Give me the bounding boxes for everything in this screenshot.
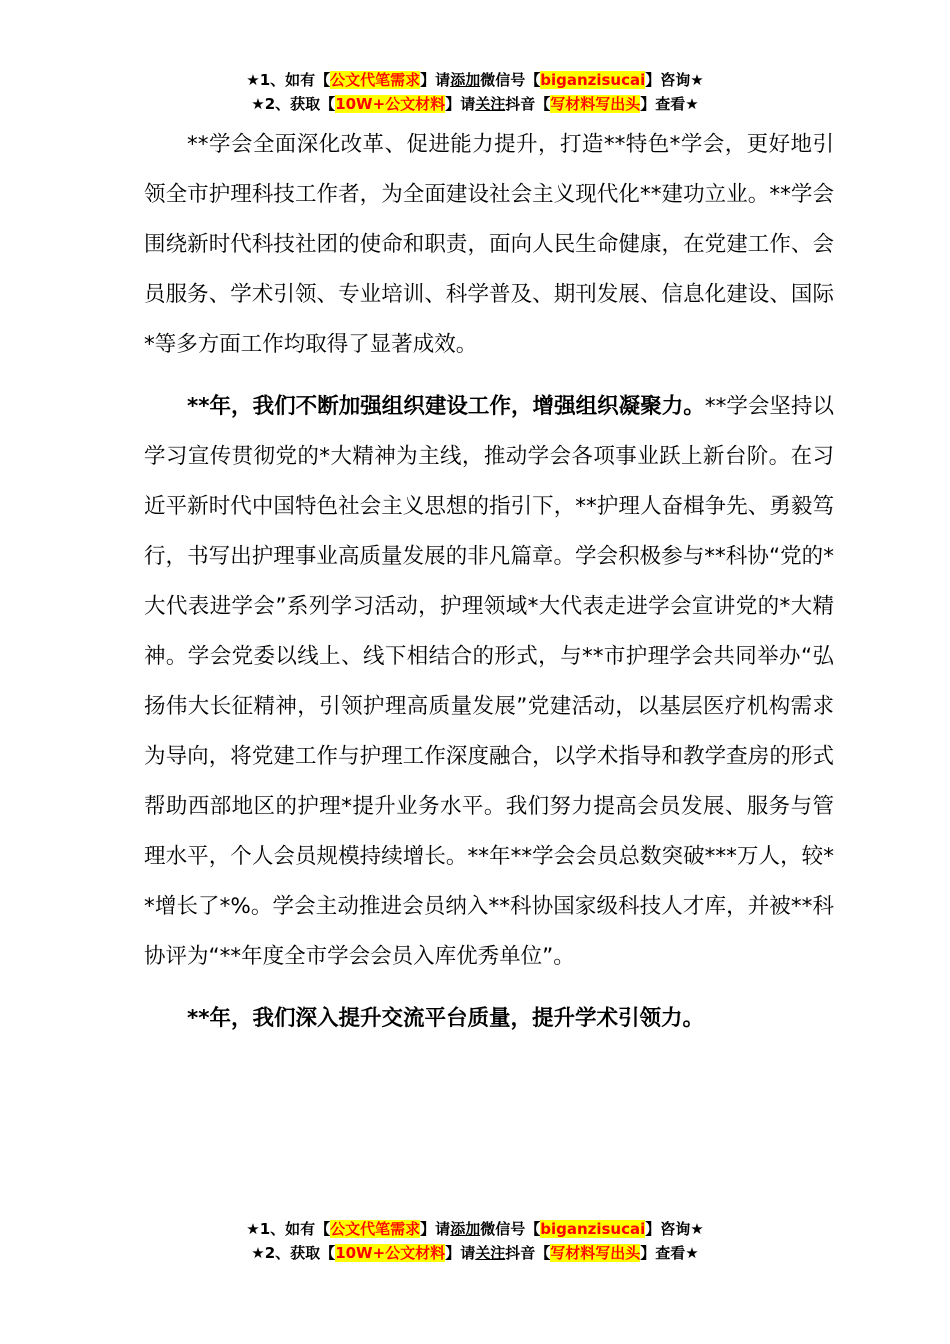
banner-text: 】请 <box>445 1244 476 1262</box>
highlight-douyin-id: 写材料写出头 <box>550 95 641 113</box>
banner-line-1 <box>0 1217 950 1241</box>
highlight-materials: 10W+公文材料 <box>335 1244 446 1262</box>
underlined-word: 添加 <box>450 1220 481 1238</box>
banner-text: ★1、如有【 <box>246 71 331 89</box>
banner-text: ★2、获取【 <box>251 1244 336 1262</box>
banner-line-2 <box>0 92 950 116</box>
banner-text: 】咨询★ <box>645 71 704 89</box>
banner-text: 】查看★ <box>640 1244 699 1262</box>
footer-banner <box>0 1217 950 1265</box>
banner-text: 抖音【 <box>505 1244 551 1262</box>
banner-text: ★2、获取【 <box>251 95 336 113</box>
underlined-word: 关注 <box>475 95 506 113</box>
banner-text: 】查看★ <box>640 95 699 113</box>
paragraph-lead: **年，我们深入提升交流平台质量，提升学术引领力。 <box>187 1006 704 1031</box>
paragraph-lead: **年，我们不断加强组织建设工作，增强组织凝聚力。 <box>187 394 705 419</box>
banner-text: 微信号【 <box>480 71 541 89</box>
underlined-word: 关注 <box>475 1244 506 1262</box>
paragraph-organization <box>144 382 834 982</box>
highlight-wechat-id: biganzisucai <box>540 1220 646 1238</box>
highlight-service: 公文代笔需求 <box>330 71 421 89</box>
banner-line-2 <box>0 1241 950 1265</box>
paragraph-intro: **学会全面深化改革、促进能力提升，打造**特色*学会，更好地引领全市护理科技工作者，为全面建设社会主义现代化**建功立业。**学会围绕新时代科技社团的使命和职责，面向人民生命健康，在党建工作、会员服务、学术引领、专业培训、科学普及、期刊发展、信息化建设、国际*等多方面工作均取得了显著成效。 <box>144 132 834 357</box>
paragraph-academic <box>144 994 834 1044</box>
banner-line-1 <box>0 68 950 92</box>
paragraph-text: **学会坚持以学习宣传贯彻党的*大精神为主线，推动学会各项事业跃上新台阶。在习近平新时代中国特色社会主义思想的指引下，**护理人奋楫争先、勇毅笃行，书写出护理事业高质量发展的非凡篇章。学会积极参与**科协“党的*大代表进学会”系列学习活动，护理领域*大代表走进学会宣讲党的*大精神。学会党委以线上、线下相结合的形式，与**市护理学会共同举办“弘扬伟大长征精神，引领护理高质量发展”党建活动，以基层医疗机构需求为导向，将党建工作与护理工作深度融合，以学术指导和教学查房的形式帮助西部地区的护理*提升业务水平。我们努力提高会员发展、服务与管理水平，个人会员规模持续增长。**年**学会会员总数突破***万人，较**增长了*%。学会主动推进会员纳入**科协国家级科技人才库，并被**科协评为“**年度全市学会会员入库优秀单位”。 <box>144 394 834 969</box>
highlight-materials: 10W+公文材料 <box>335 95 446 113</box>
highlight-wechat-id: biganzisucai <box>540 71 646 89</box>
header-banner <box>0 68 950 116</box>
highlight-douyin-id: 写材料写出头 <box>550 1244 641 1262</box>
banner-text: 抖音【 <box>505 95 551 113</box>
banner-text: ★1、如有【 <box>246 1220 331 1238</box>
banner-text: 】请 <box>445 95 476 113</box>
document-body <box>144 120 834 1044</box>
highlight-service: 公文代笔需求 <box>330 1220 421 1238</box>
banner-text: 微信号【 <box>480 1220 541 1238</box>
underlined-word: 添加 <box>450 71 481 89</box>
banner-text: 】咨询★ <box>645 1220 704 1238</box>
banner-text: 】请 <box>420 1220 451 1238</box>
banner-text: 】请 <box>420 71 451 89</box>
